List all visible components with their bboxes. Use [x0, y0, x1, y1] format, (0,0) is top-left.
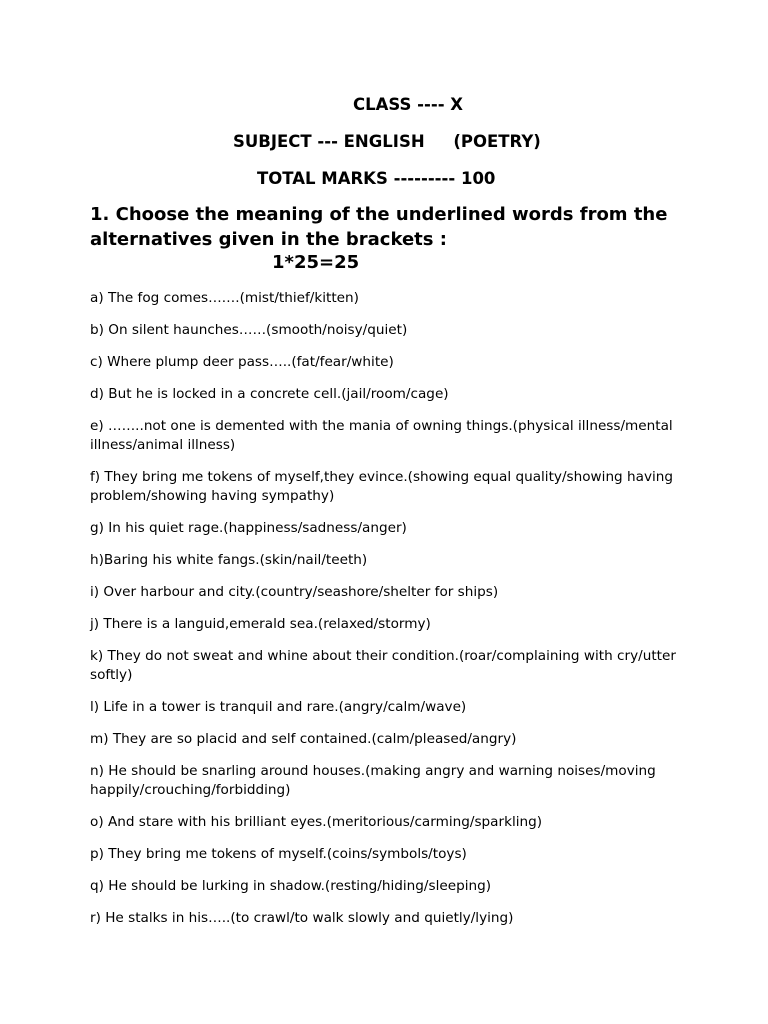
list-item: o) And stare with his brilliant eyes.(meritorious/carming/sparkling) — [90, 814, 543, 830]
list-item: k) They do not sweat and whine about their condition.(roar/complaining with cry/utter softly) — [90, 648, 676, 683]
list-item: q) He should be lurking in shadow.(resting/hiding/sleeping) — [90, 878, 492, 894]
list-item: f) They bring me tokens of myself,they evince.(showing equal quality/showing having problem/showing having sympathy) — [90, 469, 674, 504]
list-item: a) The fog comes…….(mist/thief/kitten) — [90, 290, 359, 306]
list-item: i) Over harbour and city.(country/seashore/shelter for ships) — [90, 584, 499, 600]
list-item: l) Life in a tower is tranquil and rare.(angry/calm/wave) — [90, 699, 467, 715]
question-marks: 1*25=25 — [272, 252, 360, 273]
subject-heading: SUBJECT --- ENGLISH (POETRY) — [233, 132, 541, 151]
list-item: n) He should be snarling around houses.(making angry and warning noises/moving happily/crouching/forbidding) — [90, 763, 656, 798]
question-heading: 1. Choose the meaning of the underlined words from the alternatives given in the brackets : — [90, 204, 668, 250]
list-item: b) On silent haunches……(smooth/noisy/quiet) — [90, 322, 408, 338]
class-heading: CLASS ---- X — [353, 95, 464, 114]
total-marks-heading: TOTAL MARKS --------- 100 — [257, 169, 496, 188]
list-item: j) There is a languid,emerald sea.(relaxed/stormy) — [90, 616, 431, 632]
list-item: d) But he is locked in a concrete cell.(jail/room/cage) — [90, 386, 449, 402]
list-item: r) He stalks in his…..(to crawl/to walk slowly and quietly/lying) — [90, 910, 514, 926]
list-item: m) They are so placid and self contained.(calm/pleased/angry) — [90, 731, 517, 747]
list-item: p) They bring me tokens of myself.(coins/symbols/toys) — [90, 846, 467, 862]
list-item: h)Baring his white fangs.(skin/nail/teeth) — [90, 552, 368, 568]
question-items-list — [90, 289, 690, 928]
list-item: e) ……..not one is demented with the mania of owning things.(physical illness/mental illness/animal illness) — [90, 418, 673, 453]
list-item: g) In his quiet rage.(happiness/sadness/anger) — [90, 520, 407, 536]
list-item: c) Where plump deer pass…..(fat/fear/white) — [90, 354, 394, 370]
